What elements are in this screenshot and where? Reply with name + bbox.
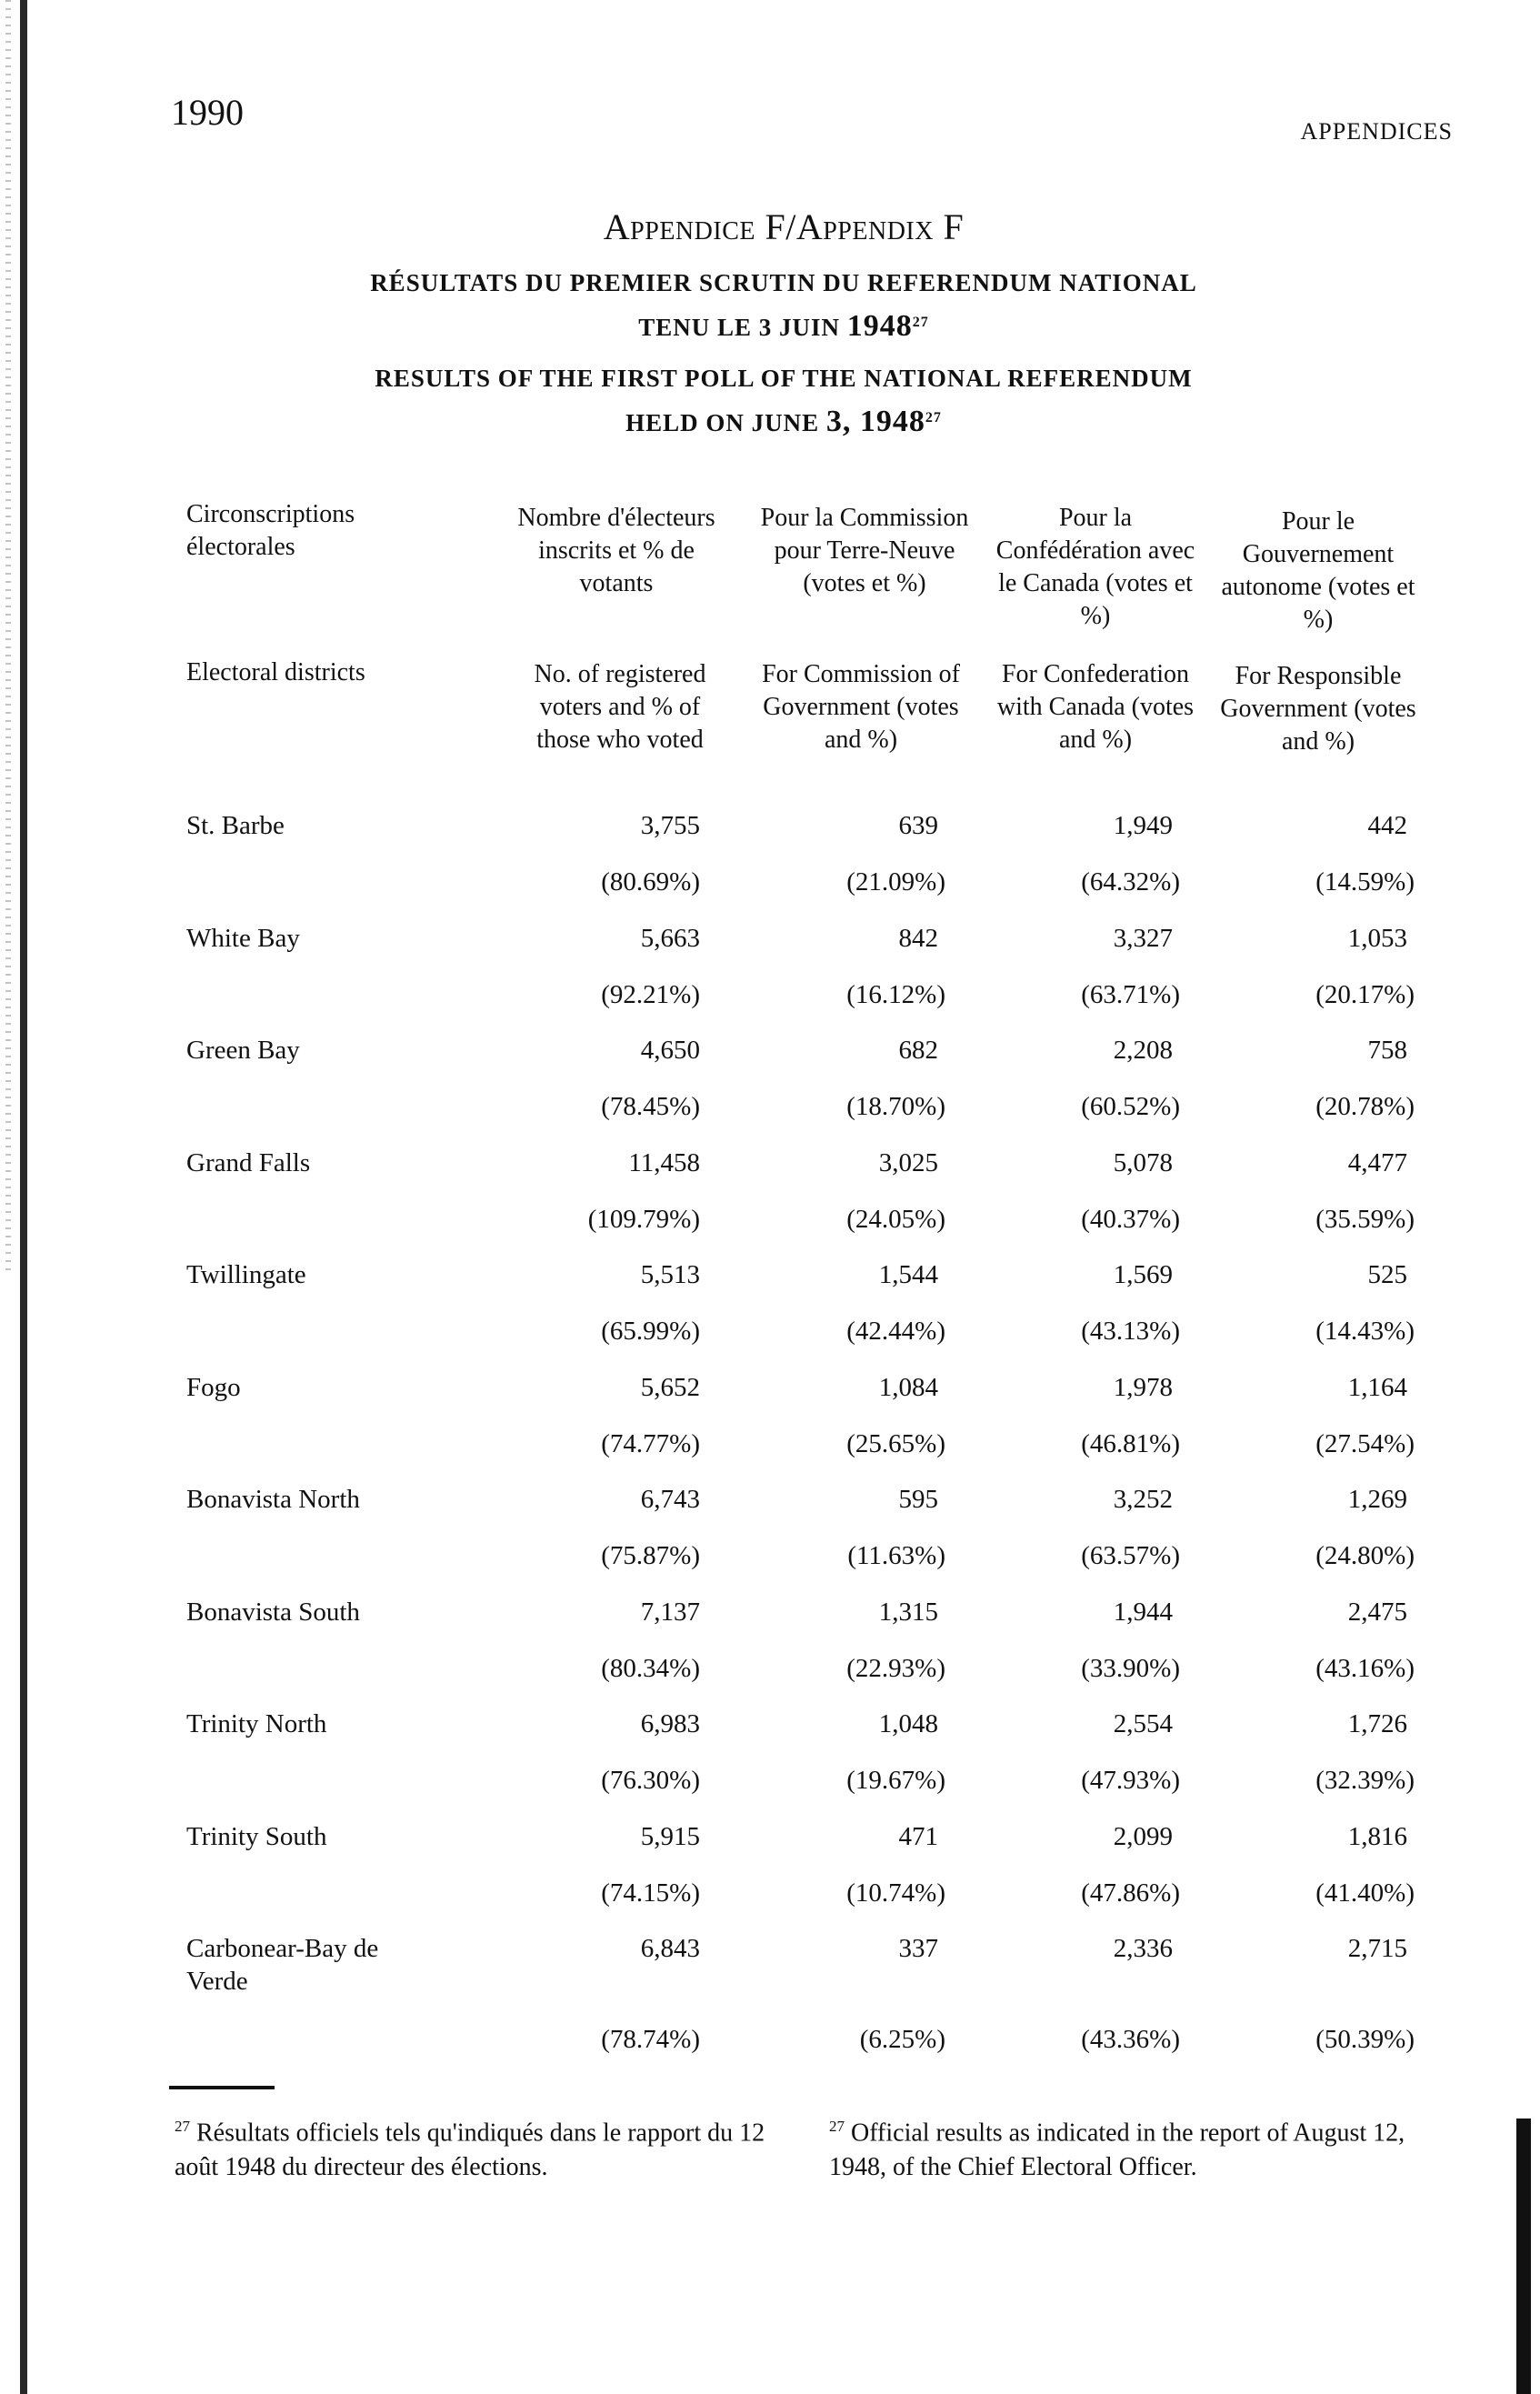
commission-votes: 1,544: [878, 1260, 938, 1289]
district-name: Grand Falls: [186, 1147, 311, 1177]
district-name: Fogo: [186, 1372, 241, 1402]
appendix-title: Appendice F/Appendix F: [603, 206, 965, 247]
registered-percent: (74.15%): [601, 1878, 700, 1908]
commission-percent: (42.44%): [846, 1317, 945, 1346]
commission-votes: 842: [898, 923, 938, 953]
commission-votes: 1,048: [878, 1709, 938, 1738]
registered-percent: (76.30%): [601, 1766, 700, 1795]
french-title: [27, 263, 1540, 347]
footnote-french: $^{27}$ Résultats officiels tels qu'indiqués dans le rapport du 12 août 1948 du directeur des élections.: [175, 2118, 765, 2182]
responsible-votes: 1,269: [1347, 1485, 1407, 1514]
header-en-registered: No. of registered voters and % of those who voted: [534, 660, 706, 754]
registered-percent: (80.34%): [601, 1653, 700, 1683]
registered-votes: 5,652: [640, 1372, 700, 1402]
registered-votes: 11,458: [628, 1147, 700, 1177]
confederation-votes: 2,336: [1113, 1934, 1173, 1963]
responsible-percent: (50.39%): [1315, 2025, 1415, 2054]
footnote-english: $^{27}$ Official results as indicated in the report of August 12, 1948, of the Chief Electoral Officer.: [829, 2118, 1405, 2182]
registered-votes: 3,755: [640, 811, 700, 840]
title-block: [0, 205, 1540, 443]
responsible-percent: (14.59%): [1315, 867, 1415, 896]
registered-percent: (92.21%): [601, 979, 700, 1009]
confederation-votes: 2,554: [1113, 1709, 1173, 1738]
responsible-votes: 1,726: [1347, 1709, 1407, 1738]
confederation-votes: 3,327: [1113, 923, 1173, 953]
district-name: St. Barbe: [186, 811, 285, 840]
header-fr-responsible: Pour le Gouvernement autonome (votes et %): [1221, 507, 1415, 634]
confederation-percent: (43.36%): [1081, 2025, 1180, 2054]
confederation-percent: (46.81%): [1081, 1428, 1180, 1458]
responsible-percent: (43.16%): [1315, 1653, 1415, 1683]
commission-votes: 337: [898, 1934, 938, 1963]
responsible-percent: (20.78%): [1315, 1092, 1415, 1121]
page-binding-edge-right: [1516, 2119, 1531, 2394]
district-name: Carbonear-Bay de Verde: [186, 1934, 379, 1996]
header-en-confederation: For Confederation with Canada (votes and %): [996, 660, 1195, 754]
commission-votes: 1,084: [878, 1372, 938, 1402]
confederation-votes: 1,949: [1113, 811, 1173, 840]
district-name: Bonavista South: [186, 1597, 360, 1627]
registered-votes: 6,983: [640, 1709, 700, 1738]
registered-votes: 4,650: [640, 1036, 700, 1065]
header-fr-confederation: Pour la Confédération avec le Canada (votes et %): [995, 504, 1195, 630]
registered-votes: 6,743: [640, 1485, 700, 1514]
confederation-percent: (64.32%): [1081, 867, 1180, 896]
responsible-votes: 1,053: [1347, 923, 1407, 953]
scan-speckle: [5, 0, 11, 1273]
commission-votes: 471: [898, 1821, 938, 1851]
responsible-votes: 4,477: [1347, 1147, 1407, 1177]
confederation-votes: 5,078: [1113, 1147, 1173, 1177]
header-en-responsible: For Responsible Government (votes and %): [1220, 662, 1416, 756]
commission-percent: (19.67%): [846, 1766, 945, 1795]
responsible-votes: 758: [1367, 1036, 1407, 1065]
registered-votes: 7,137: [640, 1597, 700, 1627]
confederation-votes: 1,569: [1113, 1260, 1173, 1289]
header-en-district: Electoral districts: [186, 658, 365, 686]
responsible-percent: (24.80%): [1315, 1541, 1415, 1570]
confederation-votes: 2,208: [1113, 1036, 1173, 1065]
registered-votes: 6,843: [640, 1934, 700, 1963]
confederation-votes: 1,944: [1113, 1597, 1173, 1627]
confederation-percent: (60.52%): [1081, 1092, 1180, 1121]
footnote-ref: 27: [925, 410, 942, 426]
registered-percent: (65.99%): [601, 1317, 700, 1346]
commission-percent: (21.09%): [846, 867, 945, 896]
confederation-percent: (47.93%): [1081, 1766, 1180, 1795]
header-fr-district: Circonscriptions électorales: [186, 500, 355, 561]
commission-votes: 639: [898, 811, 938, 840]
confederation-votes: 1,978: [1113, 1372, 1173, 1402]
footnote-rule: [169, 2086, 275, 2089]
registered-votes: 5,915: [640, 1821, 700, 1851]
commission-percent: (6.25%): [859, 2025, 945, 2054]
commission-percent: (16.12%): [846, 979, 945, 1009]
responsible-percent: (27.54%): [1315, 1428, 1415, 1458]
registered-percent: (74.77%): [601, 1428, 700, 1458]
commission-votes: 595: [898, 1485, 938, 1514]
registered-percent: (78.45%): [601, 1092, 700, 1121]
confederation-percent: (43.13%): [1081, 1317, 1180, 1346]
english-title-line1: RESULTS OF THE FIRST POLL OF THE NATIONAL REFERENDUM: [375, 365, 1193, 392]
responsible-votes: 525: [1367, 1260, 1407, 1289]
district-name: Green Bay: [186, 1036, 300, 1065]
confederation-percent: (40.37%): [1081, 1204, 1180, 1234]
confederation-percent: (47.86%): [1081, 1878, 1180, 1908]
english-title: [27, 358, 1540, 443]
commission-votes: 3,025: [878, 1147, 938, 1177]
commission-votes: 1,315: [878, 1597, 938, 1627]
header-en-commission: For Commission of Government (votes and %): [762, 660, 960, 754]
commission-percent: (24.05%): [846, 1204, 945, 1234]
running-head: APPENDICES: [1300, 118, 1453, 145]
french-title-line2: TENU LE 3 JUIN 1948$^{27}$: [638, 309, 929, 343]
english-title-line2: HELD ON JUNE 3, 1948$^{27}$: [625, 405, 942, 438]
responsible-votes: 1,816: [1347, 1821, 1407, 1851]
registered-percent: (78.74%): [601, 2025, 700, 2054]
responsible-votes: 1,164: [1347, 1372, 1407, 1402]
page-number: 1990: [171, 92, 244, 133]
district-name: White Bay: [186, 923, 300, 953]
commission-percent: (10.74%): [846, 1878, 945, 1908]
commission-percent: (25.65%): [846, 1428, 945, 1458]
responsible-percent: (35.59%): [1315, 1204, 1415, 1234]
responsible-percent: (20.17%): [1315, 979, 1415, 1009]
footnote-ref: 27: [912, 315, 929, 330]
confederation-percent: (33.90%): [1081, 1653, 1180, 1683]
responsible-percent: (41.40%): [1315, 1878, 1415, 1908]
commission-percent: (11.63%): [847, 1541, 945, 1570]
confederation-percent: (63.57%): [1081, 1541, 1180, 1570]
responsible-votes: 442: [1367, 811, 1407, 840]
header-fr-registered: Nombre d'électeurs inscrits et % de votants: [517, 504, 715, 597]
registered-percent: (109.79%): [587, 1204, 700, 1234]
district-name: Trinity South: [186, 1821, 327, 1851]
commission-votes: 682: [898, 1036, 938, 1065]
registered-percent: (80.69%): [601, 867, 700, 896]
responsible-percent: (14.43%): [1315, 1317, 1415, 1346]
header-fr-commission: Pour la Commission pour Terre-Neuve (votes et %): [760, 504, 969, 597]
responsible-percent: (32.39%): [1315, 1766, 1415, 1795]
confederation-votes: 2,099: [1113, 1821, 1173, 1851]
registered-percent: (75.87%): [601, 1541, 700, 1570]
district-name: Bonavista North: [186, 1485, 360, 1514]
responsible-votes: 2,715: [1347, 1934, 1407, 1963]
responsible-votes: 2,475: [1347, 1597, 1407, 1627]
confederation-percent: (63.71%): [1081, 979, 1180, 1009]
commission-percent: (22.93%): [846, 1653, 945, 1683]
confederation-votes: 3,252: [1113, 1485, 1173, 1514]
registered-votes: 5,663: [640, 923, 700, 953]
district-name: Twillingate: [186, 1260, 306, 1289]
district-name: Trinity North: [186, 1709, 327, 1738]
commission-percent: (18.70%): [846, 1092, 945, 1121]
french-title-line1: RÉSULTATS DU PREMIER SCRUTIN DU REFERENDUM NATIONAL: [370, 269, 1197, 296]
registered-votes: 5,513: [640, 1260, 700, 1289]
